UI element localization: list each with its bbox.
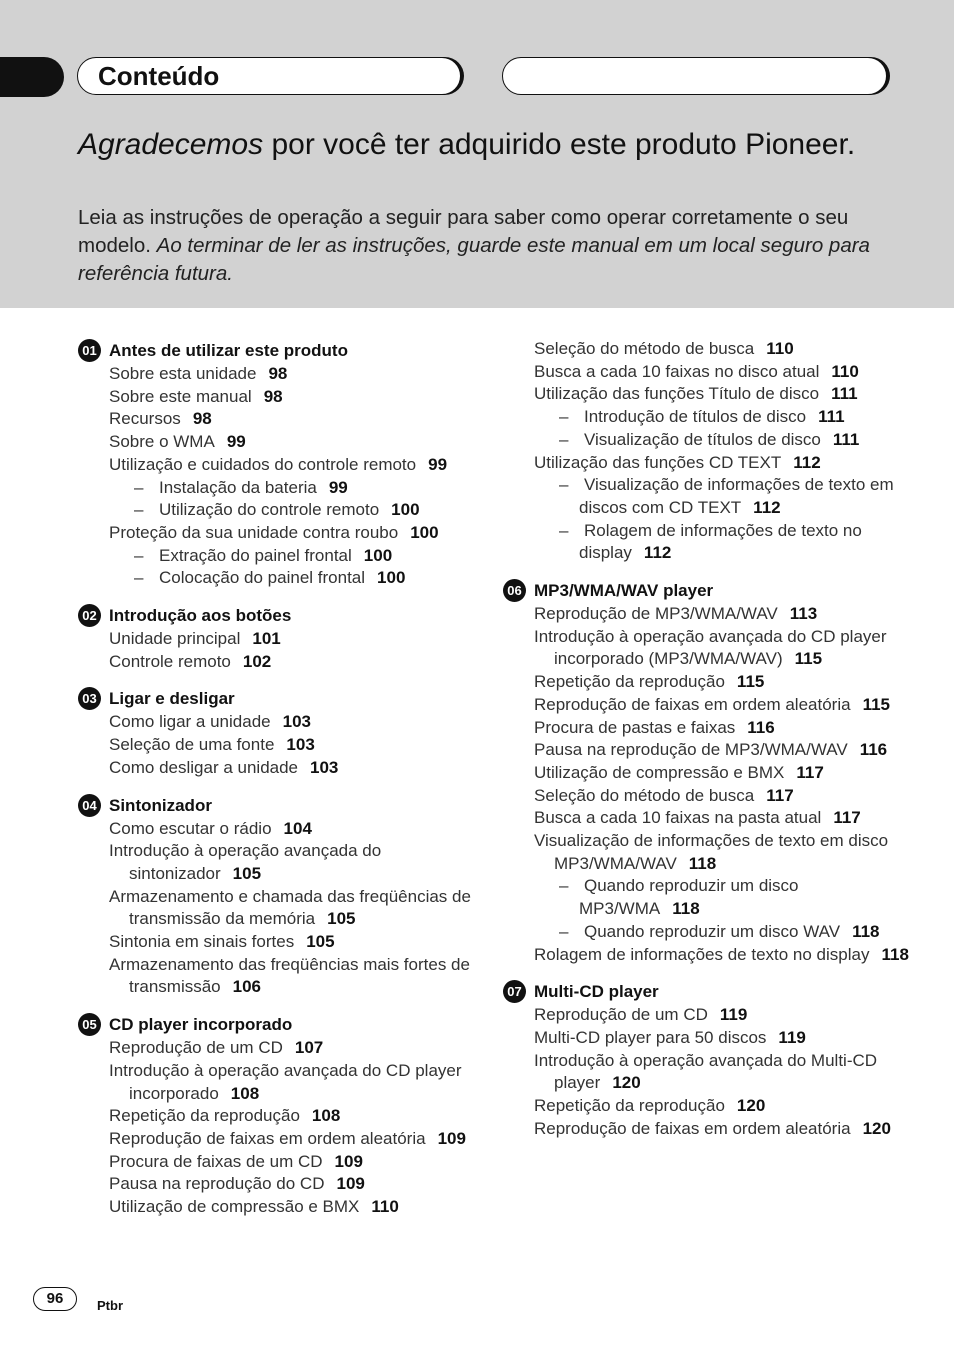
toc-entry-label: Reprodução de faixas em ordem aleatória [534, 694, 851, 714]
toc-entry-label: Utilização e cuidados do controle remoto [109, 454, 417, 474]
toc-entry-label: Unidade principal [109, 629, 241, 649]
toc-section [78, 793, 478, 1000]
toc-entry-label: Controle remoto [109, 651, 231, 671]
toc-entry[interactable] [78, 408, 478, 431]
headline-italic: Agradecemos [78, 128, 264, 161]
toc-subentry[interactable] [503, 429, 913, 452]
toc-entry[interactable] [78, 954, 478, 999]
toc-entry-label: Rolagem de informações de texto no display [534, 944, 870, 964]
toc-page-number: 118 [688, 853, 717, 873]
toc-entry-label: Seleção do método de busca [534, 785, 755, 805]
toc-entry-label: Pausa na reprodução de MP3/WMA/WAV [534, 740, 848, 760]
toc-entry-label: Sobre esta unidade [109, 364, 257, 383]
toc-page-number: 100 [377, 568, 406, 588]
toc-entry[interactable] [78, 1196, 478, 1219]
toc-page-number: 110 [371, 1197, 399, 1217]
toc-entry-label: Introdução de títulos de disco [584, 407, 807, 427]
page-number: 96 [33, 1287, 77, 1311]
toc-page-number: 99 [328, 477, 348, 497]
toc-entry-label: Armazenamento das freqüências mais fortes de transmissão [109, 954, 470, 997]
toc-entry-label: Introdução à operação avançada do Multi-CD player [534, 1050, 878, 1093]
toc-right-column [503, 338, 913, 1141]
toc-entry[interactable] [78, 1105, 478, 1128]
toc-subentry[interactable] [78, 567, 478, 590]
toc-entry-label: Extração do painel frontal [159, 545, 352, 565]
toc-page-number: 117 [833, 808, 861, 828]
toc-entry[interactable] [78, 711, 478, 734]
toc-entry[interactable] [78, 1173, 478, 1196]
toc-page-number: 101 [252, 629, 281, 649]
intro-plain: Leia as instruções de operação a seguir para saber como operar corretamente o seu modelo. [78, 206, 849, 257]
toc-page-number: 105 [327, 909, 356, 929]
headline-rest: por você ter adquirido este produto Pioneer. [263, 128, 856, 161]
toc-entry-label: Introdução à operação avançada do sintonizador [109, 841, 382, 883]
toc-page-number: 104 [283, 818, 312, 838]
section-number-badge: 01 [78, 339, 101, 362]
toc-entry[interactable] [503, 785, 913, 808]
toc-page-number: 105 [232, 863, 262, 883]
section-tab-marker [0, 57, 64, 97]
toc-page-number: 107 [294, 1038, 324, 1058]
toc-entry-label: Repetição da reprodução [109, 1106, 300, 1126]
section-number-badge: 05 [78, 1013, 101, 1036]
toc-entry[interactable] [503, 1095, 913, 1118]
toc-page-number: 112 [793, 452, 821, 472]
toc-section [78, 338, 478, 590]
toc-subentry[interactable] [503, 921, 913, 944]
toc-entry[interactable] [503, 1118, 913, 1141]
toc-page-number: 115 [794, 649, 823, 669]
toc-entry-label: Recursos [109, 409, 181, 429]
toc-entry[interactable] [78, 628, 478, 651]
section-title: Antes de utilizar este produto [109, 341, 348, 360]
intro-italic: Ao terminar de ler as instruções, guarde este manual em um local seguro para referência futura. [78, 234, 870, 285]
toc-entry-label: Colocação do painel frontal [159, 568, 366, 588]
toc-page-number: 117 [766, 785, 794, 805]
toc-page-number: 103 [282, 712, 311, 732]
toc-entry[interactable] [78, 757, 478, 780]
toc-entry[interactable] [78, 818, 478, 841]
toc-entry[interactable] [503, 626, 913, 671]
toc-entry[interactable] [503, 762, 913, 785]
dash-bullet: – [559, 921, 569, 941]
toc-page-number: 109 [334, 1151, 363, 1171]
dash-bullet: – [559, 429, 569, 449]
toc-page-number: 112 [753, 497, 781, 517]
dash-bullet: – [559, 520, 569, 540]
toc-entry-label: Reprodução de faixas em ordem aleatória [534, 1118, 851, 1138]
toc-page-number: 119 [778, 1027, 806, 1047]
toc-page-number: 109 [336, 1174, 365, 1194]
toc-page-number: 102 [242, 651, 272, 671]
toc-entry-label: Introdução à operação avançada do CD player incorporado [109, 1060, 462, 1103]
section-title: Introdução aos botões [109, 606, 292, 626]
toc-entry-label: Como desligar a unidade [109, 757, 299, 777]
toc-entry-label: Busca a cada 10 faixas na pasta atual [534, 808, 822, 828]
toc-entry-label: Utilização das funções CD TEXT [534, 452, 782, 472]
toc-section [503, 979, 913, 1140]
toc-entry[interactable] [78, 1128, 478, 1151]
toc-entry-label: Pausa na reprodução do CD [109, 1174, 325, 1194]
section-heading[interactable] [78, 603, 478, 628]
dash-bullet: – [134, 477, 144, 497]
toc-section [78, 686, 478, 779]
toc-page-number: 99 [428, 454, 448, 474]
toc-page-number: 103 [286, 735, 315, 755]
section-heading[interactable] [503, 979, 913, 1004]
toc-subentry[interactable] [503, 520, 913, 565]
toc-entry[interactable] [503, 383, 913, 406]
toc-entry[interactable] [78, 363, 478, 386]
dash-bullet: – [559, 475, 569, 495]
toc-entry[interactable] [78, 386, 478, 409]
toc-entry-label: Repetição da reprodução [534, 1096, 725, 1116]
toc-page-number: 116 [747, 717, 775, 737]
toc-entry-label: Sintonia em sinais fortes [109, 932, 295, 952]
toc-entry[interactable] [78, 651, 478, 674]
toc-entry-label: Utilização das funções Título de disco [534, 384, 820, 404]
toc-page-number: 100 [363, 545, 393, 565]
section-heading[interactable] [503, 578, 913, 603]
toc-page-number: 111 [832, 429, 860, 449]
toc-entry[interactable] [78, 886, 478, 931]
toc-entry-label: Multi-CD player para 50 discos [534, 1027, 767, 1047]
toc-page-number: 98 [192, 409, 212, 429]
section-number-badge: 06 [503, 579, 526, 602]
header-band [0, 0, 954, 308]
toc-entry[interactable] [78, 454, 478, 477]
dash-bullet: – [134, 545, 144, 565]
toc-entry[interactable] [78, 840, 478, 885]
toc-entry[interactable] [78, 522, 478, 545]
toc-entry-label: Armazenamento e chamada das freqüências de transmissão da memória [109, 886, 471, 929]
toc-page-number: 109 [437, 1128, 466, 1148]
toc-entry[interactable] [78, 1037, 478, 1060]
section-heading[interactable] [78, 793, 478, 818]
toc-page-number: 98 [268, 364, 288, 383]
toc-entry[interactable] [503, 694, 913, 717]
toc-page-number: 112 [643, 543, 672, 563]
toc-page-number: 99 [226, 432, 246, 452]
toc-page-number: 116 [859, 740, 888, 760]
toc-page-number: 108 [311, 1106, 341, 1126]
dash-bullet: – [559, 407, 569, 427]
toc-page-number: 117 [796, 762, 824, 782]
toc-entry-label: Reprodução de um CD [534, 1005, 708, 1025]
toc-entry-label: Sobre o WMA [109, 432, 215, 452]
toc-entry[interactable] [503, 739, 913, 762]
toc-section [78, 603, 478, 673]
toc-entry-label: Como escutar o rádio [109, 818, 272, 838]
toc-entry[interactable] [503, 452, 913, 475]
toc-subentry[interactable] [503, 474, 913, 519]
toc-entry[interactable] [503, 603, 913, 626]
toc-page-number: 120 [612, 1073, 641, 1093]
toc-page-number: 118 [881, 944, 909, 964]
toc-entry[interactable] [503, 944, 913, 967]
toc-page-number: 110 [831, 361, 859, 381]
section-number-badge: 04 [78, 794, 101, 817]
toc-subentry[interactable] [78, 499, 478, 522]
toc-entry[interactable] [78, 431, 478, 454]
section-title: Sintonizador [109, 795, 212, 815]
toc-entry[interactable] [503, 361, 913, 384]
toc-entry-label: Utilização de compressão e BMX [109, 1197, 360, 1217]
toc-entry-label: Repetição da reprodução [534, 672, 725, 692]
toc-entry[interactable] [78, 931, 478, 954]
toc-page-number: 100 [410, 522, 439, 542]
section-title: MP3/WMA/WAV player [534, 581, 714, 601]
toc-page-number: 115 [862, 694, 891, 714]
language-code: Ptbr [97, 1298, 123, 1313]
toc-entry-label: Quando reproduzir um disco MP3/WMA [579, 876, 799, 919]
toc-entry-label: Utilização do controle remoto [159, 500, 380, 520]
toc-entry-label: Busca a cada 10 faixas no disco atual [534, 361, 820, 381]
toc-entry[interactable] [78, 1151, 478, 1174]
toc-entry-label: Instalação da bateria [159, 477, 317, 497]
toc-subentry[interactable] [503, 875, 913, 920]
toc-entry-label: Quando reproduzir um disco WAV [584, 921, 841, 941]
toc-page-number: 111 [818, 407, 845, 427]
section-title: Multi-CD player [534, 982, 659, 1002]
toc-page-number: 118 [852, 921, 880, 941]
toc-entry[interactable] [78, 1060, 478, 1105]
toc-page-number: 108 [230, 1083, 260, 1103]
dash-bullet: – [559, 876, 569, 896]
toc-entry-label: Procura de pastas e faixas [534, 717, 736, 737]
toc-page-number: 111 [831, 384, 858, 404]
toc-subentry[interactable] [78, 477, 478, 500]
toc-section-continued [503, 338, 913, 565]
toc-page-number: 118 [672, 899, 700, 919]
toc-entry-label: Visualização de informações de texto em disco MP3/WMA/WAV [534, 831, 889, 873]
toc-entry[interactable] [503, 717, 913, 740]
section-title: CD player incorporado [109, 1015, 293, 1035]
toc-page-number: 106 [232, 977, 262, 997]
headline [78, 128, 918, 162]
toc-page-number: 100 [391, 500, 420, 520]
section-heading[interactable] [78, 1012, 478, 1037]
dash-bullet: – [134, 568, 144, 588]
toc-section [503, 578, 913, 966]
toc-entry[interactable] [503, 1027, 913, 1050]
toc-entry[interactable] [503, 1004, 913, 1027]
toc-entry-label: Seleção do método de busca [534, 339, 755, 358]
toc-entry[interactable] [503, 830, 913, 875]
toc-entry[interactable] [503, 807, 913, 830]
toc-entry-label: Visualização de informações de texto em discos com CD TEXT [579, 475, 894, 517]
toc-entry-label: Rolagem de informações de texto no display [579, 520, 862, 563]
section-number-badge: 07 [503, 980, 526, 1003]
toc-page-number: 120 [736, 1096, 766, 1116]
intro-paragraph [78, 204, 898, 288]
title-pill [77, 57, 461, 95]
toc-page-number: 103 [310, 757, 339, 777]
page-title: Conteúdo [98, 61, 220, 91]
toc-entry[interactable] [503, 671, 913, 694]
toc-entry[interactable] [78, 734, 478, 757]
section-heading[interactable] [78, 338, 478, 363]
toc-entry-label: Procura de faixas de um CD [109, 1151, 323, 1171]
toc-page-number: 115 [736, 672, 765, 692]
toc-page-number: 120 [862, 1118, 891, 1138]
toc-entry-label: Proteção da sua unidade contra roubo [109, 522, 399, 542]
toc-subentry[interactable] [78, 545, 478, 568]
toc-entry-label: Reprodução de faixas em ordem aleatória [109, 1128, 426, 1148]
toc-subentry[interactable] [503, 406, 913, 429]
toc-page-number: 119 [719, 1005, 748, 1025]
toc-entry-label: Utilização de compressão e BMX [534, 762, 785, 782]
toc-entry-label: Seleção de uma fonte [109, 735, 275, 755]
toc-page-number: 105 [306, 932, 335, 952]
toc-entry-label: Introdução à operação avançada do CD player incorporado (MP3/WMA/WAV) [534, 626, 887, 669]
toc-page-number: 113 [789, 604, 818, 624]
section-title: Ligar e desligar [109, 689, 235, 709]
toc-entry-label: Reprodução de MP3/WMA/WAV [534, 604, 778, 624]
section-number-badge: 02 [78, 604, 101, 627]
section-heading[interactable] [78, 686, 478, 711]
toc-entry[interactable] [503, 1050, 913, 1095]
toc-entry-label: Sobre este manual [109, 386, 252, 406]
toc-entry[interactable] [503, 338, 913, 361]
toc-page-number: 98 [263, 386, 283, 406]
section-number-badge: 03 [78, 687, 101, 710]
empty-title-pill [502, 57, 887, 95]
toc-entry-label: Reprodução de um CD [109, 1038, 283, 1058]
toc-page-number: 110 [766, 339, 794, 358]
toc-entry-label: Visualização de títulos de disco [584, 429, 821, 449]
toc-section [78, 1012, 478, 1219]
toc-left-column [78, 338, 478, 1219]
dash-bullet: – [134, 500, 144, 520]
toc-entry-label: Como ligar a unidade [109, 712, 271, 732]
